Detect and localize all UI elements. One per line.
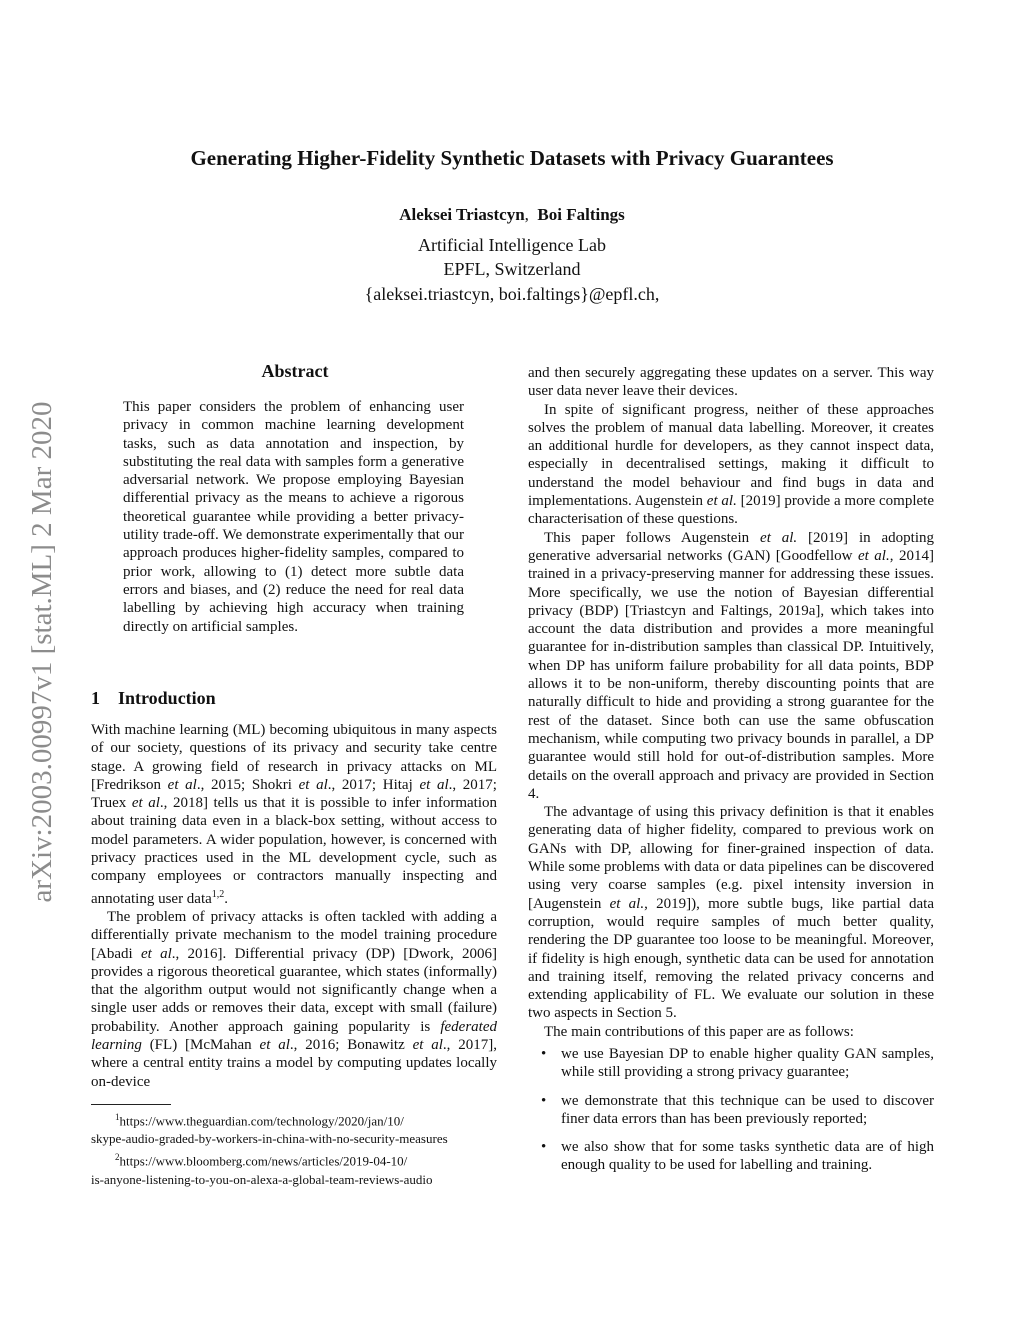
- author-separator: ,: [524, 205, 529, 224]
- left-column-body: [91, 721, 497, 1091]
- author-name: Boi Faltings: [537, 205, 625, 224]
- footnote-link[interactable]: https://www.theguardian.com/technology/2020/jan/10/: [119, 1113, 404, 1129]
- footnote-1-continued[interactable]: skype-audio-graded-by-workers-in-china-with-no-security-measures: [91, 1131, 448, 1147]
- author-name: Aleksei Triastcyn: [399, 205, 525, 224]
- list-item: • we demonstrate that this technique can be used to discover finer data errors than has been previously reported;: [541, 1092, 934, 1127]
- abstract-heading: Abstract: [261, 361, 329, 381]
- affiliation-lab: Artificial Intelligence Lab: [418, 235, 606, 255]
- right-column-body: [528, 364, 934, 1185]
- contributions-list: [528, 1045, 934, 1175]
- intro-paragraph: With machine learning (ML) becoming ubiquitous in many aspects of our society, questions of its privacy and security take centre stage. A growing field of research in privacy attacks on ML [Fredrikson et al., 2015; Shokri et al., 2017; Hitaj et al., 2017; Truex et al., 2018] tells us that it is possible to infer information about training data even in a black-box setting, without access to model parameters. A wider population, however, is concerned with privacy practices used in the ML development cycle, such as company employees or contractors manually inspecting and annotating user data$^{1,2}$.: [91, 722, 497, 907]
- body-paragraph: In spite of significant progress, neither of these approaches solves the problem of manual data labelling. Moreover, it creates an additional hurdle for developers, as they cannot inspect data, especially in decentralised settings, making it difficult to understand the model behaviour and find bugs in data and implementations. Augenstein et al. [2019] provide a more complete characterisation of these questions.: [528, 401, 934, 528]
- bullet-icon: •: [541, 1092, 547, 1109]
- footnotes: [91, 1108, 511, 1189]
- section-number: 1: [91, 688, 100, 708]
- section-heading-introduction: [91, 688, 234, 709]
- footnote-rule: [91, 1104, 171, 1105]
- body-paragraph: The advantage of using this privacy definition is that it enables generating data of higher fidelity, compared to previous work on GANs with DP, allowing for finer-grained inspection of data. While some problems with data or data pipelines can be discovered using very coarse samples (e.g. pixel intensity inversion in [Augenstein et al., 2019]), more subtle bugs, like partial data corruption, would require samples of much better quality, rendering the DP guarantee too loose to be meaningful. Moreover, if fidelity is high enough, synthetic data can be used for annotation and training itself, removing the related privacy concerns and extending applicability of FL. We evaluate our solution in these two aspects in Section 5.: [528, 804, 934, 1022]
- footnote-link[interactable]: https://www.bloomberg.com/news/articles/2019-04-10/: [119, 1153, 408, 1169]
- section-title: Introduction: [118, 688, 216, 708]
- footnote-2: $^2$https://www.bloomberg.com/news/articles/2019-04-10/: [115, 1152, 408, 1169]
- body-paragraph: and then securely aggregating these updates on a server. This way user data never leave their devices.: [528, 365, 934, 400]
- body-paragraph: The main contributions of this paper are as follows:: [544, 1023, 854, 1040]
- paper-title: Generating Higher-Fidelity Synthetic Datasets with Privacy Guarantees: [190, 146, 834, 170]
- affiliation-institution: EPFL, Switzerland: [443, 259, 581, 279]
- footnote-1: $^1$https://www.theguardian.com/technology/2020/jan/10/: [115, 1112, 404, 1129]
- footnote-2-continued[interactable]: is-anyone-listening-to-you-on-alexa-a-global-team-reviews-audio: [91, 1171, 433, 1187]
- abstract-text: This paper considers the problem of enhancing user privacy in common machine learning development tasks, such as data annotation and inspection, by substituting the real data with samples form a generative adversarial network. We propose employing Bayesian differential privacy as the means to achieve a rigorous theoretical guarantee while providing a better privacy-utility trade-off. We demonstrate experimentally that our approach produces higher-fidelity samples, compared to prior work, allowing to (1) detect more subtle data errors and biases, and (2) reduce the need for real data labelling by achieving high accuracy when training directly on artificial samples.: [123, 399, 464, 635]
- bullet-icon: •: [541, 1139, 547, 1156]
- list-item: • we use Bayesian DP to enable higher quality GAN samples, while still providing a strong privacy guarantee;: [541, 1045, 934, 1081]
- author-list: [0, 205, 1024, 225]
- list-item: • we also show that for some tasks synthetic data are of high enough quality to be used for labelling and training.: [541, 1139, 934, 1174]
- arxiv-stamp: arXiv:2003.00997v1 [stat.ML] 2 Mar 2020: [26, 401, 58, 903]
- bullet-icon: •: [541, 1045, 547, 1062]
- author-emails: {aleksei.triastcyn, boi.faltings}@epfl.ch,: [364, 284, 660, 304]
- intro-paragraph: The problem of privacy attacks is often tackled with adding a differentially private mechanism to the model training procedure [Abadi et al., 2016]. Differential privacy (DP) [Dwork, 2006] provides a rigorous theoretical guarantee, which states (informally) that the algorithm output would not significantly change when a single user adds or removes their data, except with small (failure) probability. Another approach gaining popularity is federated learning (FL) [McMahan et al., 2016; Bonawitz et al., 2017], where a central entity trains a model by computing updates locally on-device: [91, 908, 498, 1090]
- footnote-marker: 1,2: [211, 888, 225, 900]
- body-paragraph: This paper follows Augenstein et al. [2019] in adopting generative adversarial networks (GAN) [Goodfellow et al., 2014] trained in a privacy-preserving manner for addressing these issues. More specifically, we use the notion of Bayesian differential privacy (BDP) [Triastcyn and Faltings, 2019a], which takes into account the data distribution and provides a more meaningful guarantee for in-distribution samples than classical DP. Intuitively, when DP has uniform failure probability for all data points, BDP allows it to be non-uniform, thereby discounting points that are naturally difficult to hide and providing a strong guarantee for the rest of the dataset. Since both can use the same obfuscation mechanism, while computing two privacy bounds in parallel, a DP guarantee would still hold for out-of-distribution samples. More details on the overall approach and privacy are provided in Section 4.: [528, 529, 934, 802]
